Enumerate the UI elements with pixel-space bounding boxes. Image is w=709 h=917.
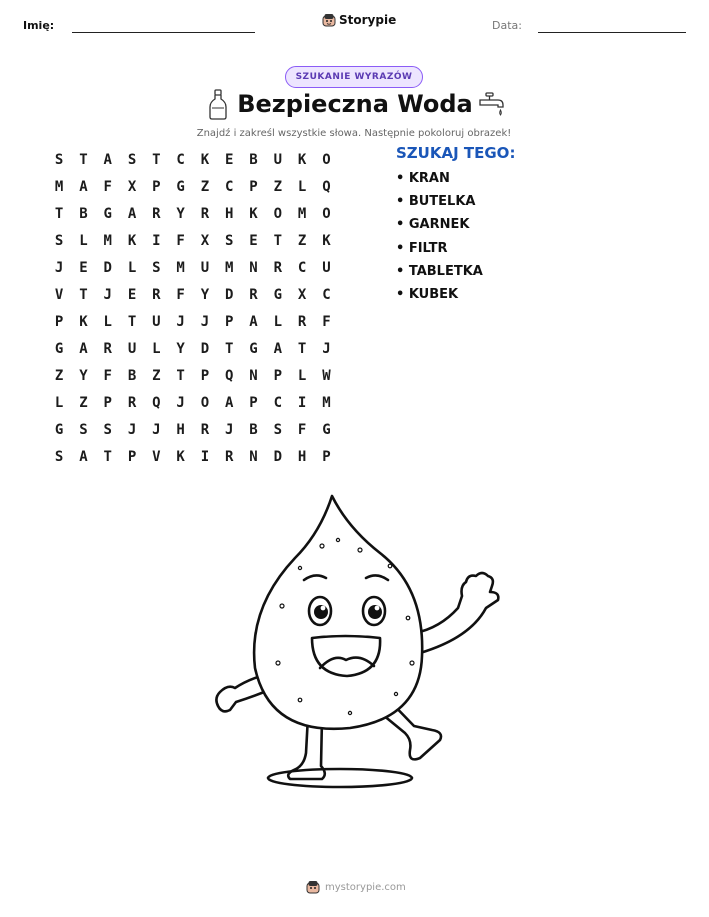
grid-letter[interactable]: F bbox=[176, 232, 185, 249]
grid-letter[interactable]: K bbox=[322, 232, 331, 249]
grid-letter[interactable]: M bbox=[103, 232, 112, 249]
instructions: Znajdź i zakreśl wszystkie słowa. Następnie pokoloruj obrazek! bbox=[196, 128, 512, 139]
grid-letter[interactable]: R bbox=[152, 205, 161, 222]
grid-letter[interactable]: K bbox=[79, 313, 88, 330]
grid-letter[interactable]: B bbox=[249, 151, 258, 168]
grid-letter[interactable]: K bbox=[249, 205, 258, 222]
grid-letter[interactable]: F bbox=[297, 421, 307, 438]
grid-letter[interactable]: A bbox=[127, 205, 137, 222]
grid-letter[interactable]: S bbox=[225, 232, 234, 249]
grid-letter[interactable]: F bbox=[176, 286, 185, 303]
grid-letter[interactable]: T bbox=[103, 448, 112, 465]
grid-letter[interactable]: T bbox=[127, 313, 137, 330]
grid-letter[interactable]: H bbox=[225, 205, 234, 222]
grid-letter[interactable]: L bbox=[297, 367, 307, 384]
grid-letter[interactable]: D bbox=[103, 259, 112, 276]
grid-letter[interactable]: C bbox=[176, 151, 185, 168]
grid-letter[interactable]: S bbox=[273, 421, 283, 438]
grid-letter[interactable]: K bbox=[297, 151, 307, 168]
grid-letter[interactable]: S bbox=[103, 421, 112, 438]
word-list-item: • BUTELKA bbox=[396, 194, 476, 210]
grid-letter[interactable]: J bbox=[225, 421, 234, 438]
grid-letter[interactable]: S bbox=[127, 151, 137, 168]
grid-letter[interactable]: L bbox=[297, 178, 307, 195]
grid-letter[interactable]: U bbox=[322, 259, 331, 276]
grid-letter[interactable]: Z bbox=[273, 178, 283, 195]
grid-letter[interactable]: P bbox=[225, 313, 234, 330]
grid-letter[interactable]: S bbox=[79, 421, 88, 438]
grid-letter[interactable]: E bbox=[249, 232, 258, 249]
grid-letter[interactable]: L bbox=[127, 259, 137, 276]
grid-letter[interactable]: L bbox=[152, 340, 161, 357]
grid-letter[interactable]: S bbox=[54, 151, 64, 168]
grid-row bbox=[47, 254, 339, 281]
grid-letter[interactable]: O bbox=[200, 394, 210, 411]
grid-letter[interactable]: M bbox=[297, 205, 307, 222]
worksheet-title: Bezpieczna Woda bbox=[237, 90, 473, 118]
grid-letter[interactable]: Y bbox=[176, 205, 185, 222]
activity-badge: SZUKANIE WYRAZÓW bbox=[285, 66, 423, 88]
footer bbox=[306, 880, 406, 894]
grid-row bbox=[47, 281, 339, 308]
grid-row bbox=[47, 200, 339, 227]
word-list bbox=[396, 171, 483, 310]
grid-letter[interactable]: X bbox=[297, 286, 307, 303]
grid-row bbox=[47, 173, 339, 200]
grid-letter[interactable]: N bbox=[249, 448, 258, 465]
grid-letter[interactable]: Q bbox=[152, 394, 161, 411]
grid-letter[interactable]: P bbox=[103, 394, 112, 411]
grid-letter[interactable]: S bbox=[54, 232, 64, 249]
grid-letter[interactable]: B bbox=[249, 421, 258, 438]
grid-letter[interactable]: G bbox=[273, 286, 283, 303]
grid-letter[interactable]: F bbox=[103, 178, 112, 195]
grid-letter[interactable]: G bbox=[54, 421, 64, 438]
grid-letter[interactable]: J bbox=[176, 394, 185, 411]
grid-letter[interactable]: R bbox=[249, 286, 258, 303]
grid-letter[interactable]: J bbox=[127, 421, 137, 438]
grid-letter[interactable]: O bbox=[322, 205, 331, 222]
grid-letter[interactable]: X bbox=[200, 232, 210, 249]
grid-letter[interactable]: Z bbox=[297, 232, 307, 249]
grid-letter[interactable]: E bbox=[225, 151, 234, 168]
grid-letter[interactable]: B bbox=[79, 205, 88, 222]
word-list-item: • FILTR bbox=[396, 240, 448, 256]
grid-letter[interactable]: B bbox=[127, 367, 137, 384]
grid-letter[interactable]: R bbox=[127, 394, 137, 411]
word-list-item: • GARNEK bbox=[396, 217, 470, 233]
grid-letter[interactable]: S bbox=[54, 448, 64, 465]
grid-letter[interactable]: P bbox=[200, 367, 210, 384]
date-label: Data: bbox=[492, 19, 522, 32]
grid-letter[interactable]: D bbox=[200, 340, 210, 357]
faucet-icon bbox=[478, 90, 506, 120]
grid-letter[interactable]: U bbox=[152, 313, 161, 330]
date-field[interactable] bbox=[538, 32, 686, 33]
grid-letter[interactable]: K bbox=[176, 448, 185, 465]
grid-row bbox=[47, 308, 339, 335]
grid-row bbox=[47, 335, 339, 362]
grid-letter[interactable]: R bbox=[103, 340, 112, 357]
grid-letter[interactable]: O bbox=[273, 205, 283, 222]
grid-row bbox=[47, 416, 339, 443]
grid-row bbox=[47, 389, 339, 416]
grid-letter[interactable]: A bbox=[249, 313, 258, 330]
grid-letter[interactable]: M bbox=[322, 394, 331, 411]
grid-letter[interactable]: A bbox=[79, 448, 88, 465]
grid-letter[interactable]: U bbox=[273, 151, 283, 168]
grid-letter[interactable]: A bbox=[79, 340, 88, 357]
brand-logo bbox=[322, 13, 396, 27]
grid-letter[interactable]: J bbox=[322, 340, 331, 357]
grid-letter[interactable]: I bbox=[297, 394, 307, 411]
grid-letter[interactable]: T bbox=[152, 151, 161, 168]
grid-letter[interactable]: I bbox=[200, 448, 210, 465]
word-list-item: • TABLETKA bbox=[396, 263, 483, 279]
grid-letter[interactable]: C bbox=[225, 178, 234, 195]
grid-letter[interactable]: A bbox=[225, 394, 234, 411]
grid-letter[interactable]: T bbox=[54, 205, 64, 222]
grid-letter[interactable]: Q bbox=[322, 178, 331, 195]
grid-letter[interactable]: C bbox=[322, 286, 331, 303]
grid-letter[interactable]: Z bbox=[152, 367, 161, 384]
grid-letter[interactable]: G bbox=[103, 205, 112, 222]
word-list-item: • KUBEK bbox=[396, 286, 459, 302]
grid-letter[interactable]: T bbox=[297, 340, 307, 357]
grid-letter[interactable]: A bbox=[79, 178, 88, 195]
grid-letter[interactable]: P bbox=[249, 178, 258, 195]
grid-letter[interactable]: P bbox=[322, 448, 331, 465]
grid-letter[interactable]: P bbox=[273, 367, 283, 384]
storypie-logo-icon bbox=[322, 13, 336, 27]
grid-letter[interactable]: L bbox=[79, 232, 88, 249]
grid-letter[interactable]: R bbox=[200, 205, 210, 222]
grid-letter[interactable]: P bbox=[54, 313, 64, 330]
name-label: Imię: bbox=[23, 19, 55, 32]
grid-letter[interactable]: R bbox=[273, 259, 283, 276]
brand-name: Storypie bbox=[339, 13, 397, 27]
grid-letter[interactable]: C bbox=[297, 259, 307, 276]
grid-letter[interactable]: M bbox=[54, 178, 64, 195]
grid-letter[interactable]: H bbox=[297, 448, 307, 465]
grid-letter[interactable]: R bbox=[152, 286, 161, 303]
grid-letter[interactable]: J bbox=[54, 259, 64, 276]
grid-letter[interactable]: T bbox=[273, 232, 283, 249]
grid-letter[interactable]: A bbox=[103, 151, 112, 168]
grid-letter[interactable]: R bbox=[297, 313, 307, 330]
grid-letter[interactable]: H bbox=[176, 421, 185, 438]
grid-letter[interactable]: F bbox=[103, 367, 112, 384]
grid-letter[interactable]: P bbox=[152, 178, 161, 195]
name-field[interactable] bbox=[72, 32, 255, 33]
grid-letter[interactable]: A bbox=[273, 340, 283, 357]
grid-letter[interactable]: X bbox=[127, 178, 137, 195]
bottle-icon bbox=[207, 88, 229, 120]
grid-letter[interactable]: G bbox=[54, 340, 64, 357]
grid-letter[interactable]: J bbox=[152, 421, 161, 438]
grid-letter[interactable]: F bbox=[322, 313, 331, 330]
grid-row bbox=[47, 227, 339, 254]
grid-letter[interactable]: Q bbox=[225, 367, 234, 384]
water-drop-character-illustration bbox=[200, 488, 510, 798]
grid-letter[interactable]: I bbox=[152, 232, 161, 249]
grid-letter[interactable]: E bbox=[79, 259, 88, 276]
grid-letter[interactable]: J bbox=[103, 286, 112, 303]
grid-letter[interactable]: G bbox=[249, 340, 258, 357]
grid-letter[interactable]: T bbox=[79, 151, 88, 168]
grid-letter[interactable]: U bbox=[127, 340, 137, 357]
grid-letter[interactable]: T bbox=[79, 286, 88, 303]
grid-letter[interactable]: D bbox=[273, 448, 283, 465]
grid-letter[interactable]: N bbox=[249, 259, 258, 276]
grid-letter[interactable]: J bbox=[176, 313, 185, 330]
grid-letter[interactable]: L bbox=[273, 313, 283, 330]
grid-letter[interactable]: R bbox=[200, 421, 210, 438]
grid-letter[interactable]: O bbox=[322, 151, 331, 168]
word-search-grid[interactable] bbox=[47, 146, 339, 470]
grid-letter[interactable]: C bbox=[273, 394, 283, 411]
grid-letter[interactable]: Z bbox=[79, 394, 88, 411]
grid-letter[interactable]: G bbox=[176, 178, 185, 195]
grid-letter[interactable]: K bbox=[127, 232, 137, 249]
grid-letter[interactable]: J bbox=[200, 313, 210, 330]
storypie-logo-icon bbox=[306, 880, 320, 894]
grid-letter[interactable]: G bbox=[322, 421, 331, 438]
grid-letter[interactable]: N bbox=[249, 367, 258, 384]
grid-letter[interactable]: Z bbox=[54, 367, 64, 384]
grid-letter[interactable]: V bbox=[54, 286, 64, 303]
grid-letter[interactable]: K bbox=[200, 151, 210, 168]
grid-letter[interactable]: P bbox=[127, 448, 137, 465]
grid-letter[interactable]: L bbox=[54, 394, 64, 411]
grid-row bbox=[47, 362, 339, 389]
grid-letter[interactable]: T bbox=[176, 367, 185, 384]
grid-letter[interactable]: V bbox=[152, 448, 161, 465]
footer-url[interactable]: mystorypie.com bbox=[325, 881, 406, 893]
grid-letter[interactable]: Y bbox=[79, 367, 88, 384]
grid-letter[interactable]: M bbox=[176, 259, 185, 276]
grid-letter[interactable]: T bbox=[225, 340, 234, 357]
grid-letter[interactable]: U bbox=[200, 259, 210, 276]
grid-letter[interactable]: R bbox=[225, 448, 234, 465]
grid-letter[interactable]: Y bbox=[176, 340, 185, 357]
grid-letter[interactable]: Z bbox=[200, 178, 210, 195]
grid-letter[interactable]: S bbox=[152, 259, 161, 276]
word-list-heading: SZUKAJ TEGO: bbox=[396, 144, 516, 162]
grid-letter[interactable]: M bbox=[225, 259, 234, 276]
grid-letter[interactable]: P bbox=[249, 394, 258, 411]
grid-row bbox=[47, 443, 339, 470]
grid-row bbox=[47, 146, 339, 173]
word-list-item: • KRAN bbox=[396, 171, 450, 186]
grid-letter[interactable]: W bbox=[322, 367, 331, 384]
grid-letter[interactable]: Y bbox=[200, 286, 210, 303]
grid-letter[interactable]: E bbox=[127, 286, 137, 303]
grid-letter[interactable]: L bbox=[103, 313, 112, 330]
grid-letter[interactable]: D bbox=[225, 286, 234, 303]
